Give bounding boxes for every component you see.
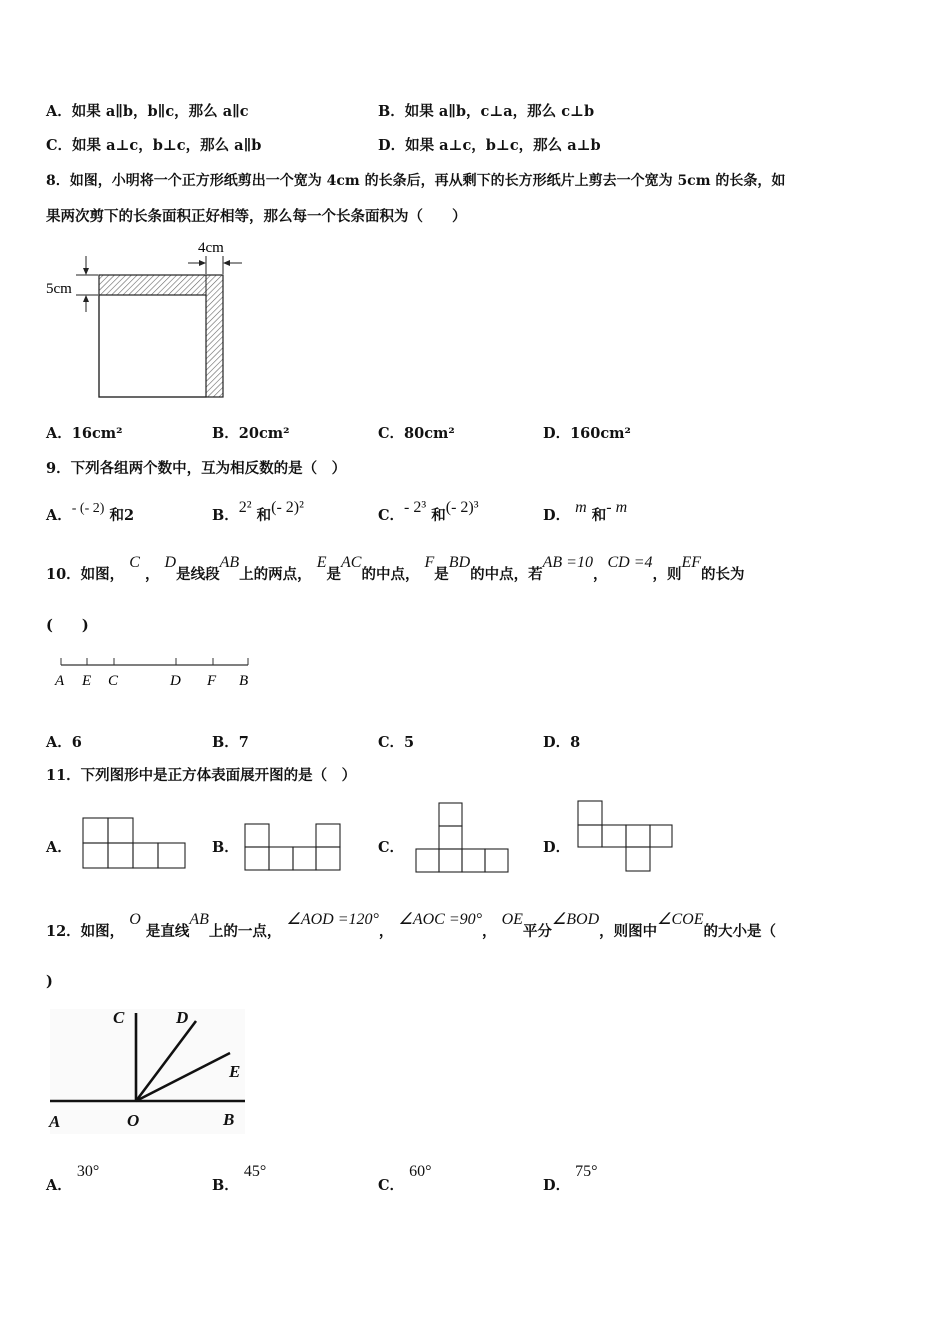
label-5cm: 5cm — [46, 281, 72, 297]
q11-net-b — [244, 822, 344, 874]
point-a: A — [55, 673, 65, 689]
q12-option-a: A． 30° — [46, 1163, 100, 1194]
point-f: F — [207, 673, 217, 689]
cut-strip-top — [99, 275, 206, 295]
point-c: C — [108, 673, 119, 689]
cut-strip-right — [206, 275, 223, 397]
q11-option-a-label: A． — [46, 839, 72, 856]
q9-option-b: B．2² 和(- 2)² — [212, 499, 304, 524]
q11-net-a — [82, 816, 190, 872]
label-o: O — [127, 1111, 140, 1130]
label-b: B — [223, 1110, 235, 1129]
point-e: E — [82, 673, 92, 689]
q10-option-a: A．6 — [46, 734, 82, 751]
remaining-rectangle — [99, 295, 206, 397]
q7-option-c: C．如果 a⊥c，b⊥c，那么 a∥b — [46, 137, 262, 154]
q8-stem-line1: 8．如图，小明将一个正方形纸剪出一个宽为 4cm 的长条后，再从剩下的长方形纸片上剪去一个宽为 5cm 的长条，如 — [46, 173, 786, 189]
q10-line-figure — [52, 652, 262, 692]
label-c: C — [113, 1008, 125, 1027]
q8-stem-line2: 果两次剪下的长条面积正好相等，那么每一个长条面积为（ ） — [46, 208, 467, 225]
q10-option-b: B．7 — [212, 734, 249, 751]
q9-option-a: A．- (- 2) 和2 — [46, 501, 135, 524]
label-a: A — [49, 1112, 61, 1131]
q11-option-d-label: D． — [543, 839, 571, 856]
q10-stem: 10．如图， C ， D是线段AB上的两点， E是AC的中点， F是BD的中点，若AB =10，CD =4，则EF的长为 — [46, 554, 745, 583]
q11-option-b-label: B． — [212, 839, 239, 856]
label-e: E — [229, 1062, 241, 1081]
q12-stem: 12．如图， O 是直线AB上的一点， ∠AOD =120°， ∠AOC =90°， OE平分∠BOD，则图中∠COE的大小是（ — [46, 911, 776, 940]
q8-option-c: C．80cm² — [378, 425, 455, 442]
q11-net-c — [414, 801, 512, 877]
q11-stem: 11．下列图形中是正方体表面展开图的是（ ） — [46, 767, 357, 784]
label-4cm: 4cm — [198, 240, 224, 256]
q11-option-c-label: C． — [378, 839, 405, 856]
label-d: D — [176, 1008, 189, 1027]
q8-option-b: B．20cm² — [212, 425, 290, 442]
q8-figure — [40, 236, 260, 406]
q12-option-d: D． 75° — [543, 1163, 598, 1194]
q12-close-paren: ) — [46, 973, 53, 990]
q8-option-a: A．16cm² — [46, 425, 123, 442]
q7-option-d: D．如果 a⊥c，b⊥c，那么 a⊥b — [378, 137, 601, 154]
q9-option-c: C．- 2³ 和(- 2)³ — [378, 499, 479, 524]
q10-paren: ( ) — [46, 617, 89, 634]
q11-net-d — [576, 799, 676, 875]
q9-stem: 9．下列各组两个数中，互为相反数的是（ ） — [46, 460, 347, 477]
q7-option-a: A．如果 a∥b，b∥c，那么 a∥c — [46, 103, 249, 120]
q10-option-c: C．5 — [378, 734, 415, 751]
q10-option-d: D．8 — [543, 734, 581, 751]
q8-option-d: D．160cm² — [543, 425, 631, 442]
q12-option-b: B． 45° — [212, 1163, 267, 1194]
q7-option-b: B．如果 a∥b，c⊥a，那么 c⊥b — [378, 103, 595, 120]
point-b: B — [239, 673, 249, 689]
q9-option-d: D． m 和- m — [543, 499, 628, 524]
q12-option-c: C． 60° — [378, 1163, 432, 1194]
q12-angle-figure — [40, 1003, 255, 1138]
point-d: D — [170, 673, 181, 689]
